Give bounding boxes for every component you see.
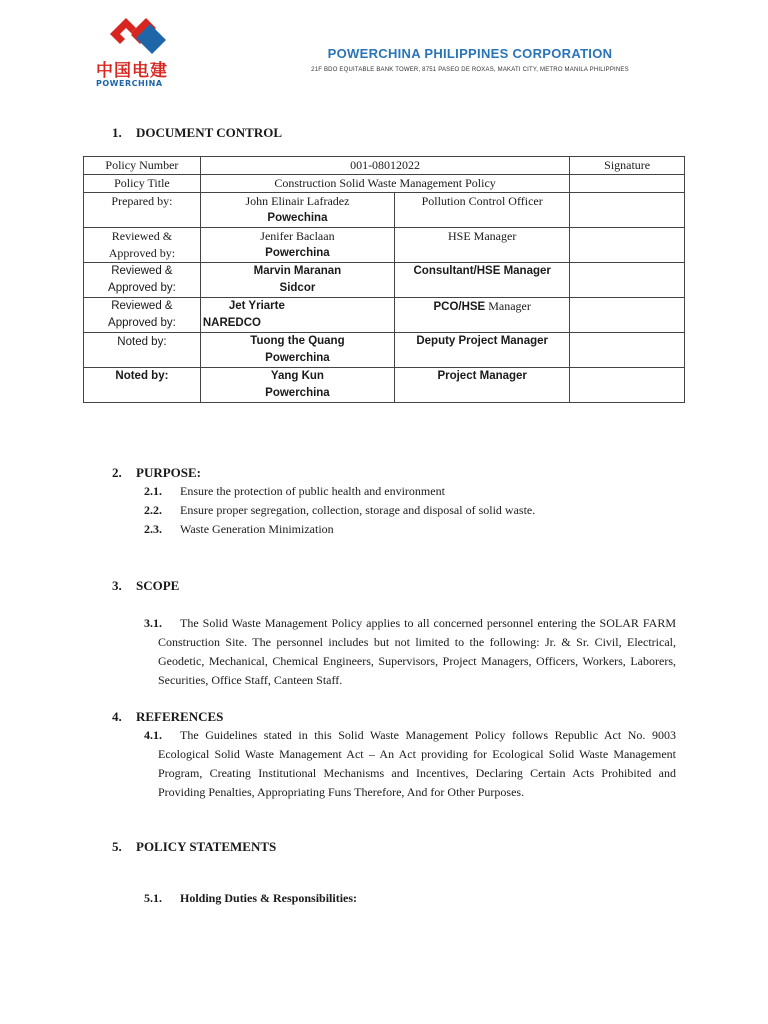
cell-role: Project Manager — [395, 368, 570, 403]
role-abbrev: PCO/HSE — [433, 301, 486, 313]
table-row — [84, 193, 685, 228]
purpose-item: 2.3. Waste Generation Minimization — [144, 522, 334, 536]
cell-role — [395, 298, 570, 333]
clause-text: The Solid Waste Management Policy applies to all concerned personnel entering the SOLAR FARM Construction Site. The personnel includes but not limited to the following: Jr. & Sr. Civil, Electrical, Geodetic, Mechanical, Chemical Engineers, Supervisors, Project Managers, Officers, Workers, Laborers, Securities, Office Staff, Canteen Staff. — [158, 616, 676, 687]
company-name: POWERCHINA PHILIPPINES CORPORATION — [327, 46, 613, 61]
cell-signature — [570, 333, 685, 368]
cell-signature — [570, 298, 685, 333]
cell-policy-number: 001-08012022 — [200, 157, 569, 175]
table-row — [84, 263, 685, 298]
cell-role: Pollution Control Officer — [395, 193, 570, 228]
table-row — [84, 228, 685, 263]
person-name: Jenifer Baclaan — [260, 229, 335, 243]
cell-signature — [570, 228, 685, 263]
person-name: Tuong the Quang — [250, 335, 345, 347]
section-heading-policy-statements: 5. POLICY STATEMENTS — [112, 839, 277, 854]
cell-signature — [570, 175, 685, 193]
policy-subheading: 5.1. Holding Duties & Responsibilities: — [144, 891, 358, 905]
cell-label — [84, 228, 201, 263]
cell-name — [200, 368, 394, 403]
cell-signature — [570, 193, 685, 228]
cell-name — [200, 193, 394, 228]
role-title: Manager — [485, 299, 531, 313]
logo-english-text: POWERCHINA — [96, 79, 163, 88]
logo-chinese-text: 中国电建 — [96, 61, 168, 81]
label-line: Reviewed & — [111, 265, 173, 277]
person-org: Powerchina — [265, 352, 330, 364]
cell-role: Deputy Project Manager — [395, 333, 570, 368]
person-name: Marvin Maranan — [253, 265, 342, 277]
cell-name — [200, 263, 394, 298]
cell-label — [84, 298, 201, 333]
section-heading-document-control: 1. DOCUMENT CONTROL — [112, 125, 283, 140]
cell-policy-number-label: Policy Number — [84, 157, 201, 175]
cell-name — [200, 228, 394, 263]
person-name: Jet Yriarte — [228, 300, 285, 312]
cell-name — [200, 333, 394, 368]
person-name: John Elinair Lafradez — [245, 194, 350, 208]
person-org: Powerchina — [265, 247, 330, 259]
section-heading-scope: 3. SCOPE — [112, 578, 180, 593]
document-control-table — [83, 156, 685, 403]
person-org: Powerchina — [265, 387, 330, 399]
clause-number: 3.1. — [144, 616, 162, 630]
purpose-item: 2.2. Ensure proper segregation, collection, storage and disposal of solid waste. — [144, 503, 536, 517]
scope-paragraph — [144, 614, 676, 690]
logo-mark-icon — [106, 14, 172, 54]
table-row — [84, 368, 685, 403]
cell-signature-label: Signature — [570, 157, 685, 175]
label-line: Reviewed & — [111, 300, 173, 312]
table-row — [84, 175, 685, 193]
table-row — [84, 298, 685, 333]
person-org: Powechina — [267, 212, 328, 224]
label-line: Reviewed & — [111, 229, 173, 243]
references-paragraph — [144, 726, 676, 802]
section-heading-references: 4. REFERENCES — [112, 709, 224, 724]
person-name: Yang Kun — [270, 370, 324, 382]
cell-policy-title-label: Policy Title — [84, 175, 201, 193]
cell-policy-title: Construction Solid Waste Management Policy — [200, 175, 569, 193]
cell-label — [84, 263, 201, 298]
cell-label: Noted by: — [84, 368, 201, 403]
person-org: Sidcor — [279, 282, 316, 294]
label-line: Approved by: — [108, 317, 176, 329]
clause-number: 4.1. — [144, 728, 162, 742]
cell-signature — [570, 263, 685, 298]
section-heading-purpose: 2. PURPOSE: — [112, 465, 201, 480]
purpose-item: 2.1. Ensure the protection of public health and environment — [144, 484, 445, 498]
company-address: 21F BDO EQUITABLE BANK TOWER, 8751 PASEO DE ROXAS, MAKATI CITY, METRO MANILA PHILIPPINES — [311, 67, 629, 73]
cell-label: Prepared by: — [84, 193, 201, 228]
label-line: Approved by: — [108, 282, 176, 294]
table-row — [84, 157, 685, 175]
cell-role: Consultant/HSE Manager — [395, 263, 570, 298]
cell-label: Noted by: — [84, 333, 201, 368]
clause-text: The Guidelines stated in this Solid Waste Management Policy follows Republic Act No. 9003 Ecological Solid Waste Management Act – An Act providing for Ecological Solid Waste Management Program, Creating Institutional Mechanisms and Incentives, Declaring Certain Acts Prohibited and Providing Penalties, Appropriating Funs Therefore, And for Other Purposes. — [158, 728, 676, 799]
table-row — [84, 333, 685, 368]
cell-role: HSE Manager — [395, 228, 570, 263]
powerchina-logo — [92, 14, 188, 86]
cell-name — [200, 298, 394, 333]
label-line: Approved by: — [108, 246, 176, 260]
person-org: NAREDCO — [202, 317, 261, 329]
cell-signature — [570, 368, 685, 403]
